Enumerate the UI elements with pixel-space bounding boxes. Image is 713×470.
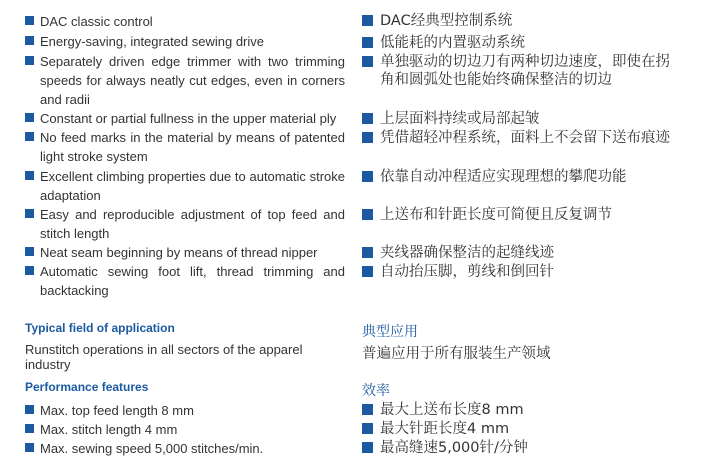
bullet-square-icon: [362, 209, 373, 220]
bullet-square-icon: [25, 56, 34, 65]
feature-item-en: DAC classic control: [25, 12, 153, 31]
bullet-square-icon: [362, 404, 373, 415]
bullet-square-icon: [25, 209, 34, 218]
bullet-square-icon: [362, 37, 373, 48]
performance-heading-zh: 效率: [362, 383, 390, 399]
performance-item-zh: 最大上送布长度8 mm: [362, 401, 524, 419]
performance-heading-en: Performance features: [25, 380, 149, 394]
bullet-square-icon: [25, 171, 34, 180]
feature-item-zh: 凭借超轻冲程系统，面料上不会留下送布痕迹: [362, 129, 690, 147]
bullet-square-icon: [25, 266, 34, 275]
bullet-square-icon: [25, 113, 34, 122]
feature-item-zh: DAC经典型控制系统: [362, 12, 512, 30]
feature-item-zh: 上送布和针距长度可简便且反复调节: [362, 206, 612, 224]
bullet-square-icon: [362, 56, 373, 67]
bullet-square-icon: [25, 443, 34, 452]
feature-item-zh: 单独驱动的切边刀有两种切边速度，即使在拐角和圆弧处也能始终确保整洁的切边: [362, 53, 670, 89]
feature-item-en: Excellent climbing properties due to automatic stroke adaptation: [25, 167, 345, 205]
performance-item-en: Max. stitch length 4 mm: [25, 420, 177, 439]
bullet-square-icon: [25, 247, 34, 256]
performance-item-zh: 最大针距长度4 mm: [362, 420, 509, 438]
feature-item-en: Neat seam beginning by means of thread nipper: [25, 243, 318, 262]
bullet-square-icon: [362, 132, 373, 143]
bullet-square-icon: [362, 15, 373, 26]
bullet-square-icon: [362, 113, 373, 124]
feature-item-en: Energy-saving, integrated sewing drive: [25, 32, 264, 51]
feature-item-en: Constant or partial fullness in the upper material ply: [25, 109, 336, 128]
feature-item-en: Easy and reproducible adjustment of top feed and stitch length: [25, 205, 345, 243]
feature-item-en: Automatic sewing foot lift, thread trimming and backtacking: [25, 262, 345, 300]
bullet-square-icon: [362, 171, 373, 182]
feature-item-zh: 夹线器确保整洁的起缝线迹: [362, 244, 554, 262]
performance-item-zh: 最高缝速5,000针/分钟: [362, 439, 528, 457]
performance-item-en: Max. top feed length 8 mm: [25, 401, 194, 420]
bullet-square-icon: [362, 442, 373, 453]
bullet-square-icon: [25, 405, 34, 414]
application-heading-zh: 典型应用: [362, 324, 418, 340]
feature-item-en: Separately driven edge trimmer with two trimming speeds for always neatly cut edges, even in corners and radii: [25, 52, 345, 109]
feature-item-zh: 低能耗的内置驱动系统: [362, 34, 525, 52]
bullet-square-icon: [25, 36, 34, 45]
performance-item-en: Max. sewing speed 5,000 stitches/min.: [25, 439, 263, 458]
bullet-square-icon: [25, 16, 34, 25]
bullet-square-icon: [362, 247, 373, 258]
feature-item-en: No feed marks in the material by means of patented light stroke system: [25, 128, 345, 166]
feature-item-zh: 自动抬压脚，剪线和倒回针: [362, 263, 554, 281]
application-heading-en: Typical field of application: [25, 321, 175, 335]
bullet-square-icon: [362, 266, 373, 277]
bullet-square-icon: [25, 424, 34, 433]
bullet-square-icon: [362, 423, 373, 434]
application-text-en: Runstitch operations in all sectors of the apparel industry: [25, 342, 303, 372]
application-text-zh: 普遍应用于所有服装生产领域: [362, 346, 551, 362]
bullet-square-icon: [25, 132, 34, 141]
feature-item-zh: 上层面料持续或局部起皱: [362, 110, 540, 128]
feature-item-zh: 依靠自动冲程适应实现理想的攀爬功能: [362, 168, 627, 186]
